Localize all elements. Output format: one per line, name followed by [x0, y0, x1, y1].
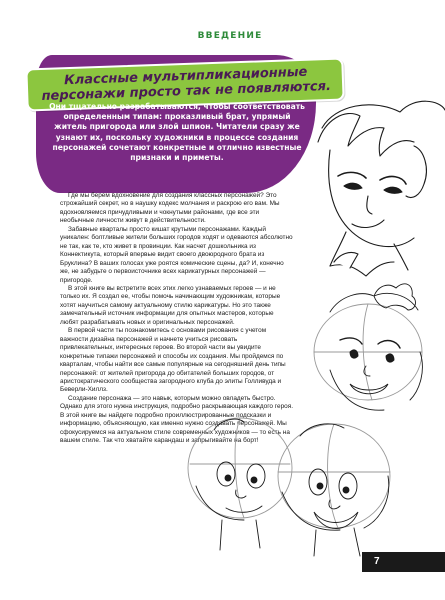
paragraph-1: Где мы берем вдохновение для создания классных персонажей? Это строжайший секрет, но в наушку кодекс молчания и раскрою его вам. Мы вдохновляемся причудливыми и чокнутыми районами, где все эти необычные личности живут в действительности. [60, 192, 280, 225]
paragraph-2: Забавные кварталы просто кишат крутыми персонажами. Каждый уникален: болтливые жители больших городов ходят и одеваются абсолютно не так, как те, кто живет в провинции. Как насчет дошкольника из Коннектикута, который впервые видит своего двоюродного брата из Бруклина? В ваших голосах уже роятся комические сцены, да? И, конечно же, не забудьте о первоисточнике всех карикатурных персонажей — пригороде. [60, 225, 293, 284]
page-number: 7 [362, 552, 445, 572]
paragraph-5: Создание персонажа — это навык, которым можно овладеть быстро. Однако для этого нужна инструкция, подробно раскрывающая каждого героя. В этой книге вы найдете подробно проиллюстрированные подсказки и информацию, объясняющую, как именно нужно создавать персонажей. Мы сфокусируемся на актуальном стиле современных художников — то есть на вашем стиле. Так что хватайте карандаш и запрыгивайте на борт! [60, 394, 293, 445]
paragraph-4: В первой части ты познакомитесь с основами рисования с учетом важности дизайна персонажей и начнете учиться рисовать привлекательных, интересных героев. Во второй части вы увидите конкретные типажи персонажей и способы их создания. Мы пройдемся по кварталам, чтобы найти все самые популярные на сегодняшний день типы персонажей: от жителей пригорода до обитателей больших городов, от аристократического сообщества загородного клуба до элиты Голливуда и Беверли-Хиллз. [60, 327, 286, 394]
lead-text: Они тщательно разрабатываются, чтобы соответствовать определенным типам: проказливый брат, упрямый житель пригорода или злой шпион. Читатели сразу же узнают их, поскольку художники в процессе создания персонажей сочетают конкретные и отлично известные признаки и приметы. [49, 102, 305, 163]
finished-character-illustration [318, 101, 445, 276]
paragraph-3: В этой книге вы встретите всех этих легко узнаваемых героев — и не только их. Я создал ее, чтобы помочь начинающим художникам, которые хотят научиться самому актуальному стилю карикатуры. Но это также замечательный источник информации для опытных мастеров, которые любят разрабатывать новых и оригинальных персонажей. [60, 284, 281, 326]
sketch-step-1-illustration [314, 284, 422, 410]
section-label: ВВЕДЕНИЕ [197, 31, 263, 41]
headline: Классные мультипликационные персонажи просто так не появляются. [25, 57, 344, 111]
construction-heads-illustration [188, 418, 390, 556]
